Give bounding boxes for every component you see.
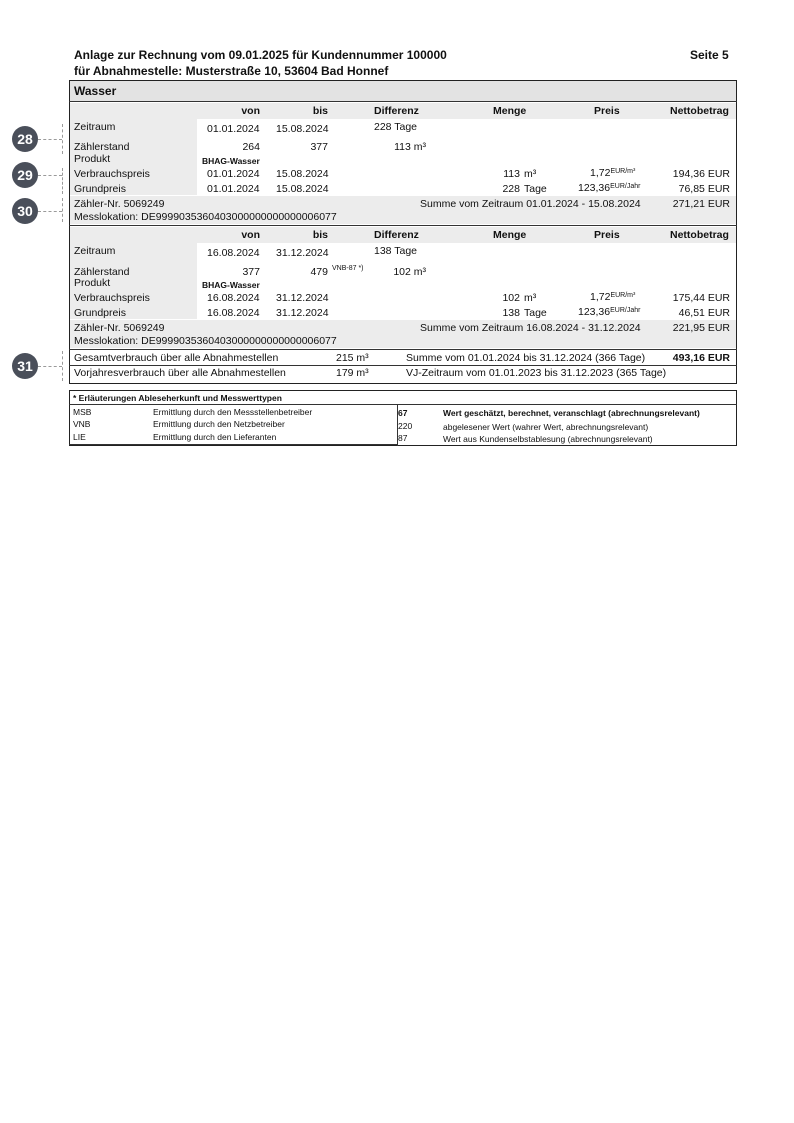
col-von: von — [241, 105, 260, 117]
zaehler-nr: Zähler-Nr. 5069249 — [74, 198, 165, 210]
verbrauchspreis-unit: m³ — [524, 292, 537, 304]
verbrauchspreis-label: Verbrauchspreis — [74, 292, 150, 304]
zeitraum-diff: 228 Tage — [374, 121, 418, 133]
delivery-point-address: für Abnahmestelle: Musterstraße 10, 53604 Bad Honnef — [74, 64, 389, 78]
legend-text-msb: Ermittlung durch den Messstellenbetreiber — [153, 407, 313, 417]
verbrauchspreis-menge: 113 — [503, 168, 520, 180]
zaehlerstand-von: 264 — [242, 141, 260, 153]
produkt-name: BHAG-Wasser — [202, 156, 260, 166]
col-differenz: Differenz — [374, 229, 419, 241]
verbrauchspreis-preis — [590, 167, 635, 179]
produkt-name: BHAG-Wasser — [202, 280, 260, 290]
gesamt-summe: 493,16 EUR — [672, 352, 730, 364]
zeitraum-bis: 15.08.2024 — [276, 123, 329, 135]
produkt-label: Produkt — [74, 277, 111, 289]
legend-text-vnb: Ermittlung durch den Netzbetreiber — [153, 419, 285, 429]
preis-unit: EUR/m³ — [610, 168, 636, 175]
preis-value: 123,36 — [578, 182, 611, 194]
zeitraum-bis: 31.12.2024 — [276, 247, 329, 259]
col-von: von — [241, 229, 260, 241]
verbrauchspreis-netto: 175,44 EUR — [672, 292, 730, 304]
zaehlerstand-bis: 377 — [310, 141, 328, 153]
grundpreis-preis — [578, 306, 640, 318]
zaehlerstand-diff: 113 m³ — [394, 141, 426, 153]
col-netto: Nettobetrag — [670, 229, 729, 241]
vorjahr-zeitraum: VJ-Zeitraum vom 01.01.2023 bis 31.12.2023 (365 Tage) — [406, 367, 667, 379]
verbrauchspreis-menge: 102 — [502, 292, 520, 304]
preis-unit: EUR/m³ — [610, 292, 636, 299]
verbrauchspreis-label: Verbrauchspreis — [74, 168, 150, 180]
legend-text-220: abgelesener Wert (wahrer Wert, abrechnungsrelevant) — [443, 422, 649, 432]
ableseherkunft-marker: VNB-87 *) — [332, 265, 364, 272]
col-bis: bis — [312, 229, 328, 241]
summe-zeitraum-label: Summe vom Zeitraum 16.08.2024 - 31.12.2024 — [420, 322, 641, 334]
gesamtverbrauch-label: Gesamtverbrauch über alle Abnahmestellen — [74, 352, 279, 364]
grundpreis-label: Grundpreis — [74, 183, 126, 195]
grundpreis-label: Grundpreis — [74, 307, 126, 319]
zeitraum-diff: 138 Tage — [374, 245, 418, 257]
messlokation: Messlokation: DE9999035360403000000000000006077 — [74, 211, 337, 223]
col-netto: Nettobetrag — [670, 105, 729, 117]
gesamtverbrauch-menge: 215 m³ — [336, 352, 369, 364]
preis-value: 1,72 — [590, 291, 611, 303]
preis-value: 1,72 — [590, 167, 611, 179]
gesamt-summe-label: Summe vom 01.01.2024 bis 31.12.2024 (366 Tage) — [406, 352, 646, 364]
verbrauchspreis-preis — [590, 291, 635, 303]
summe-zeitraum: 271,21 EUR — [672, 198, 730, 210]
zaehlerstand-label: Zählerstand — [74, 141, 130, 153]
preis-value: 123,36 — [578, 306, 611, 318]
zeitraum-von: 01.01.2024 — [207, 123, 260, 135]
legend-code-lie: LIE — [73, 432, 86, 442]
grundpreis-netto: 46,51 EUR — [678, 307, 730, 319]
verbrauchspreis-bis: 31.12.2024 — [276, 292, 329, 304]
verbrauchspreis-von: 01.01.2024 — [207, 168, 260, 180]
legend-code-msb: MSB — [73, 407, 92, 417]
badge-28: 28 — [12, 126, 38, 152]
legend-code-vnb: VNB — [73, 419, 91, 429]
grundpreis-menge: 138 — [502, 307, 520, 319]
legend-code-87: 87 — [398, 433, 408, 443]
badge-30: 30 — [12, 198, 38, 224]
verbrauchspreis-netto: 194,36 EUR — [672, 168, 730, 180]
legend-text-87: Wert aus Kundenselbstablesung (abrechnungsrelevant) — [443, 434, 653, 444]
summe-zeitraum: 221,95 EUR — [672, 322, 730, 334]
grundpreis-bis: 31.12.2024 — [276, 307, 329, 319]
summe-zeitraum-label: Summe vom Zeitraum 01.01.2024 - 15.08.2024 — [420, 198, 641, 210]
grundpreis-bis: 15.08.2024 — [276, 183, 329, 195]
grundpreis-von: 01.01.2024 — [207, 183, 260, 195]
zeitraum-label: Zeitraum — [74, 245, 116, 257]
preis-unit: EUR/Jahr — [610, 307, 641, 314]
grundpreis-netto: 76,85 EUR — [678, 183, 730, 195]
vorjahresverbrauch-label: Vorjahresverbrauch über alle Abnahmestellen — [74, 367, 286, 379]
legend-code-67: 67 — [398, 408, 408, 418]
col-bis: bis — [312, 105, 328, 117]
zaehlerstand-von: 377 — [242, 266, 260, 278]
grundpreis-unit: Tage — [524, 183, 547, 195]
col-differenz: Differenz — [374, 105, 419, 117]
col-menge: Menge — [493, 229, 527, 241]
verbrauchspreis-bis: 15.08.2024 — [276, 168, 329, 180]
zaehlerstand-diff: 102 m³ — [393, 266, 426, 278]
badge-31: 31 — [12, 353, 38, 379]
messlokation: Messlokation: DE9999035360403000000000000006077 — [74, 335, 337, 347]
zaehlerstand-bis: 479 — [310, 266, 328, 278]
legend-code-220: 220 — [398, 421, 413, 431]
page-number: Seite 5 — [690, 48, 729, 62]
grundpreis-menge: 228 — [502, 183, 520, 195]
zeitraum-label: Zeitraum — [74, 121, 116, 133]
vorjahresverbrauch-menge: 179 m³ — [336, 367, 369, 379]
col-menge: Menge — [493, 105, 527, 117]
section-title: Wasser — [74, 84, 117, 98]
zaehlerstand-label: Zählerstand — [74, 266, 130, 278]
col-preis: Preis — [594, 229, 620, 241]
badge-29: 29 — [12, 162, 38, 188]
legend-text-67: Wert geschätzt, berechnet, veranschlagt (abrechnungsrelevant) — [443, 408, 700, 418]
zeitraum-von: 16.08.2024 — [207, 247, 260, 259]
verbrauchspreis-unit: m³ — [524, 168, 537, 180]
invoice-annex-title: Anlage zur Rechnung vom 09.01.2025 für Kundennummer 100000 — [74, 48, 447, 62]
zaehler-nr: Zähler-Nr. 5069249 — [74, 322, 165, 334]
grundpreis-von: 16.08.2024 — [207, 307, 260, 319]
grundpreis-preis — [578, 182, 640, 194]
legend-text-lie: Ermittlung durch den Lieferanten — [153, 432, 277, 442]
col-preis: Preis — [594, 105, 620, 117]
legend-title: * Erläuterungen Ableseherkunft und Messwerttypen — [73, 393, 282, 403]
grundpreis-unit: Tage — [524, 307, 547, 319]
preis-unit: EUR/Jahr — [610, 183, 641, 190]
produkt-label: Produkt — [74, 153, 111, 165]
section-title-band — [70, 81, 736, 101]
verbrauchspreis-von: 16.08.2024 — [207, 292, 260, 304]
